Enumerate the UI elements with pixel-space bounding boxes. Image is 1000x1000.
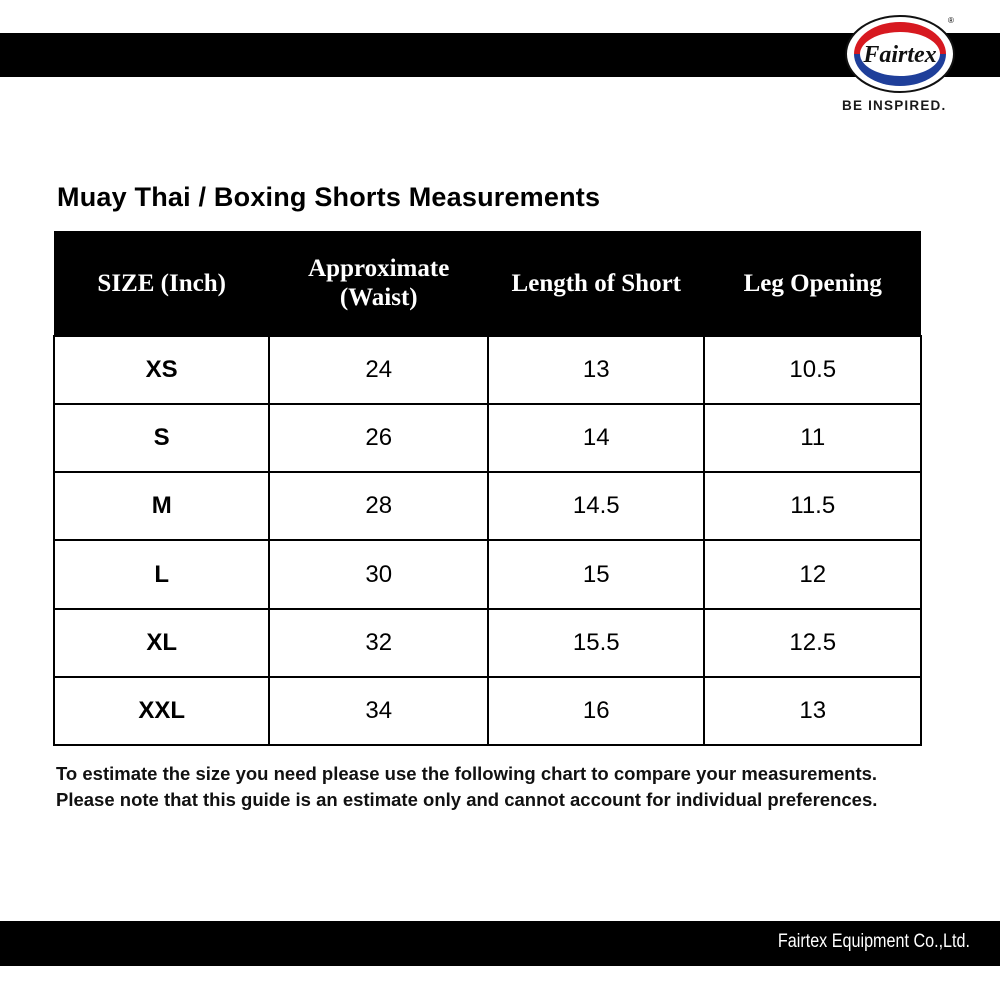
waist-cell: 34 bbox=[269, 677, 488, 745]
registered-mark: ® bbox=[948, 16, 954, 25]
table-row bbox=[54, 404, 921, 472]
leg-opening-cell: 13 bbox=[704, 677, 921, 745]
leg-opening-cell: 11 bbox=[704, 404, 921, 472]
length-cell: 14 bbox=[488, 404, 704, 472]
table-row bbox=[54, 540, 921, 608]
length-cell: 15.5 bbox=[488, 609, 704, 677]
header-waist bbox=[269, 231, 488, 336]
waist-cell: 28 bbox=[269, 472, 488, 540]
leg-opening-cell: 12.5 bbox=[704, 609, 921, 677]
size-cell: L bbox=[54, 540, 269, 608]
table-row bbox=[54, 677, 921, 745]
page-title: Muay Thai / Boxing Shorts Measurements bbox=[57, 182, 601, 212]
brand-tagline: BE INSPIRED. bbox=[842, 98, 947, 113]
size-cell: M bbox=[54, 472, 269, 540]
header-leg-opening: Leg Opening bbox=[704, 231, 921, 336]
size-cell: XS bbox=[54, 336, 269, 404]
size-cell: S bbox=[54, 404, 269, 472]
header-waist-label: Approximate (Waist) bbox=[308, 255, 450, 311]
svg-text:Fairtex: Fairtex bbox=[863, 42, 937, 68]
table-header-row bbox=[54, 231, 921, 336]
length-cell: 13 bbox=[488, 336, 704, 404]
note-disclaimer: Please note that this guide is an estimate only and cannot account for individual preferences. bbox=[56, 789, 878, 810]
length-cell: 15 bbox=[488, 540, 704, 608]
leg-opening-cell: 10.5 bbox=[704, 336, 921, 404]
waist-cell: 30 bbox=[269, 540, 488, 608]
waist-cell: 32 bbox=[269, 609, 488, 677]
length-cell: 14.5 bbox=[488, 472, 704, 540]
brand-logo bbox=[838, 14, 968, 124]
size-cell: XXL bbox=[54, 677, 269, 745]
company-name: Fairtex Equipment Co.,Ltd. bbox=[777, 931, 970, 952]
waist-cell: 26 bbox=[269, 404, 488, 472]
leg-opening-cell: 12 bbox=[704, 540, 921, 608]
table-row bbox=[54, 336, 921, 404]
table-row bbox=[54, 609, 921, 677]
note-estimate: To estimate the size you need please use the following chart to compare your measurements. bbox=[56, 763, 878, 784]
leg-opening-cell: 11.5 bbox=[704, 472, 921, 540]
fairtex-logo-icon bbox=[844, 14, 956, 94]
size-chart-table bbox=[53, 231, 922, 746]
header-size: SIZE (Inch) bbox=[54, 231, 269, 336]
footer-bar bbox=[0, 921, 1000, 966]
size-cell: XL bbox=[54, 609, 269, 677]
waist-cell: 24 bbox=[269, 336, 488, 404]
header-length: Length of Short bbox=[488, 231, 704, 336]
length-cell: 16 bbox=[488, 677, 704, 745]
table-row bbox=[54, 472, 921, 540]
